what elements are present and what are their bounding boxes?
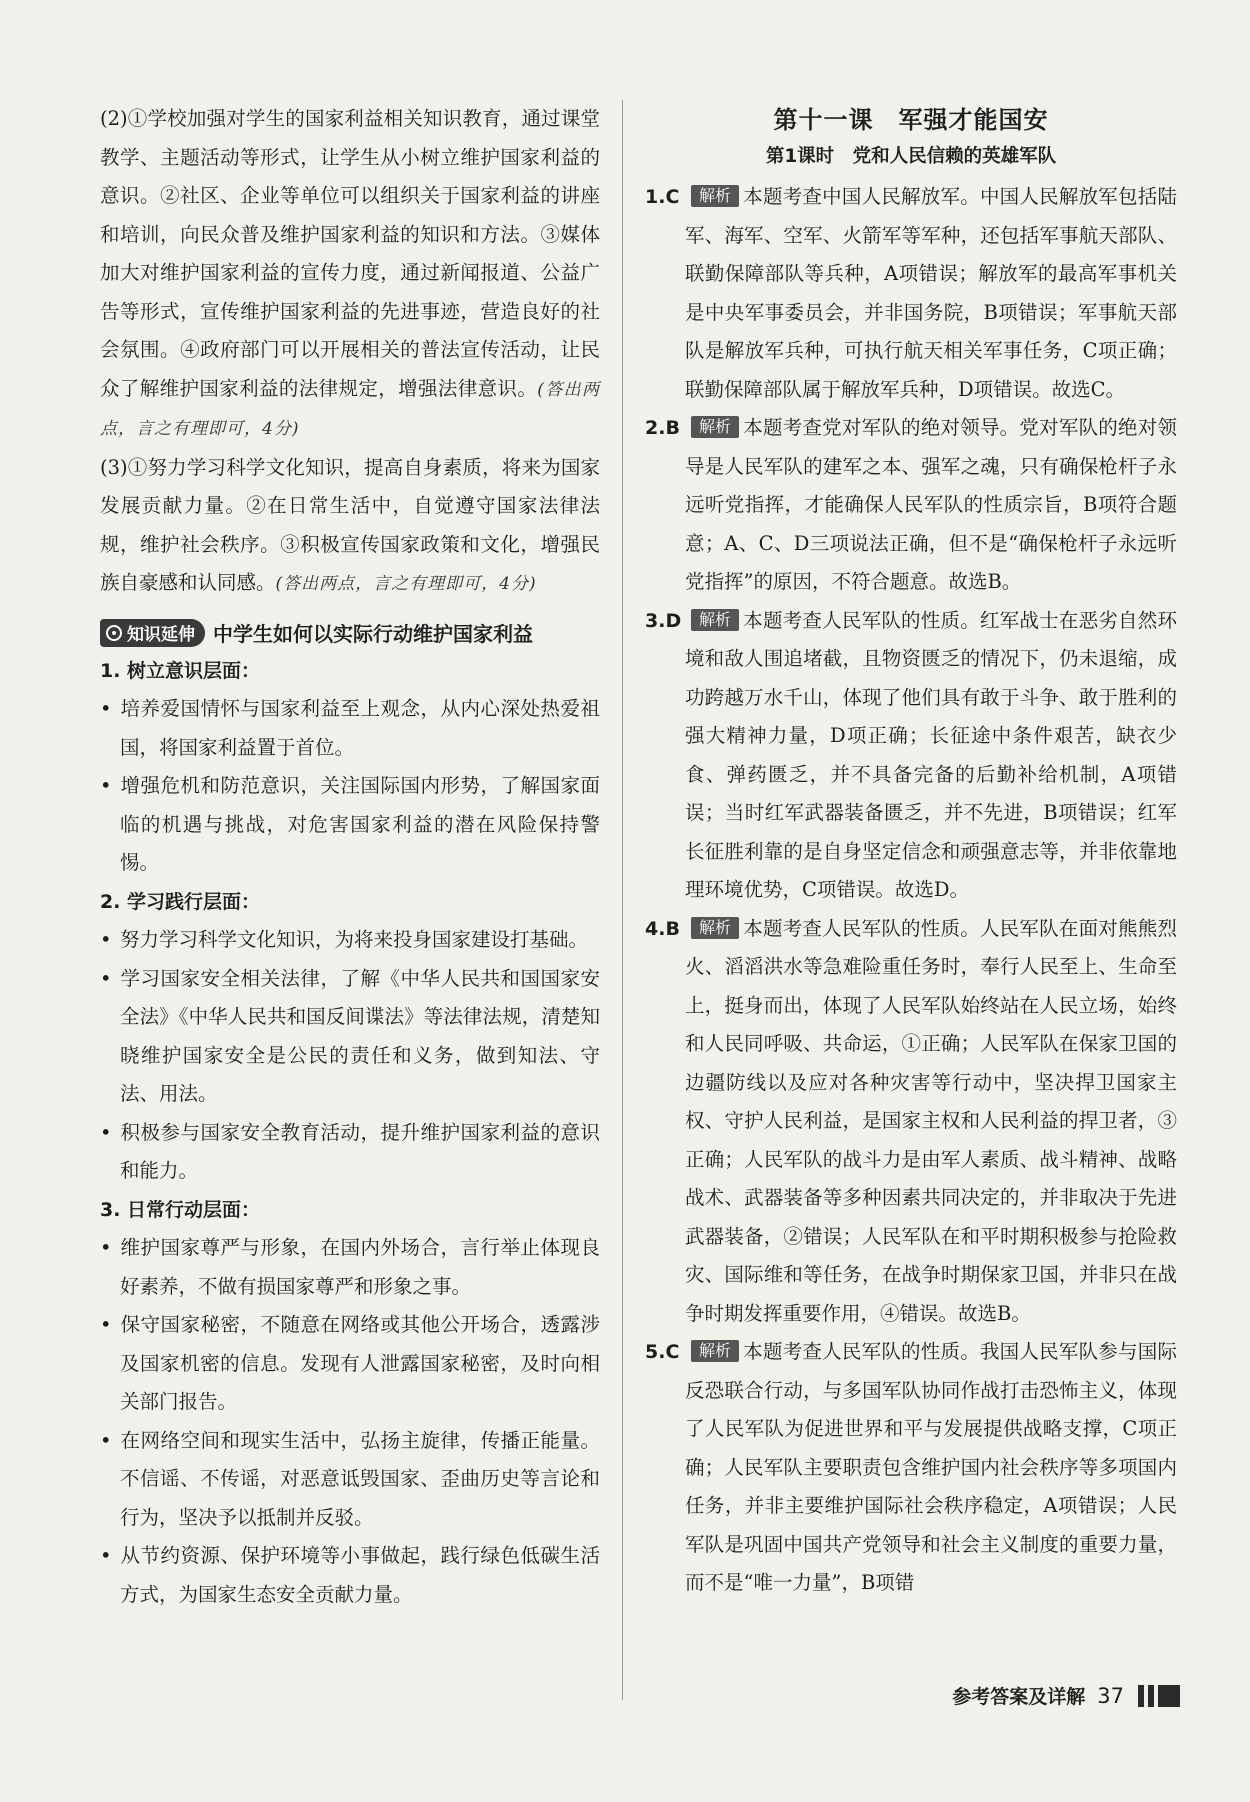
- scoring-note: (答出两点，言之有理即可，4分): [100, 379, 600, 439]
- bullet-text: 积极参与国家安全教育活动，提升维护国家利益的意识和能力。: [120, 1120, 600, 1182]
- analysis-tag: 解析: [691, 185, 739, 207]
- answer-text: 本题考查人民军队的性质。人民军队在面对熊熊烈火、滔滔洪水等急难险重任务时，奉行人民至上、生命至上，挺身而出，体现了人民军队始终站在人民立场，始终和人民同呼吸、共命运，①正确；人民军队在保家卫国的边疆防线以及应对各种灾害等行动中，坚决捍卫国家主权、守护人民利益，是国家主权和人民利益的捍卫者，③正确；人民军队的战斗力是由军人素质、战斗精神、战略战术、武器装备等多种因素共同决定的，并非取决于先进武器装备，②错误；人民军队在和平时期积极参与抢险救灾、国际维和等任务，在战争时期保家卫国，并非只在战争时期发挥重要作用，④错误。故选B。: [685, 916, 1177, 1325]
- extension-section-3: [100, 1191, 600, 1615]
- footer-label: 参考答案及详解: [952, 1686, 1086, 1708]
- section-heading: 2. 学习践行层面：: [100, 890, 261, 913]
- bullet-item: [100, 767, 600, 883]
- bullet-item: [100, 1537, 600, 1614]
- section-heading: 1. 树立意识层面：: [100, 659, 261, 682]
- answer-part-2-text: (2)①学校加强对学生的国家利益相关知识教育，通过课堂教学、主题活动等形式，让学生从小树立维护国家利益的意识。②社区、企业等单位可以组织关于国家利益的讲座和培训，向民众普及维护国家利益的知识和方法。③媒体加大对维护国家利益的宣传力度，通过新闻报道、公益广告等形式，宣传维护国家利益的先进事迹，营造良好的社会氛围。④政府部门可以开展相关的普法宣传活动，让民众了解维护国家利益的法律规定，增强法律意识。: [100, 107, 600, 400]
- bullet-item: [100, 921, 600, 960]
- bullet-dot: •: [100, 1236, 112, 1259]
- analysis-tag: 解析: [691, 917, 739, 939]
- answer-part-2: [100, 100, 600, 449]
- footer-bars-icon: [1138, 1685, 1180, 1707]
- answer-choice: D: [665, 609, 682, 632]
- answer-text: 本题考查人民军队的性质。我国人民军队参与国际反恐联合行动，与多国军队协同作战打击恐怖主义，体现了人民军队为促进世界和平与发展提供战略支撑，C项正确；人民军队主要职责包含维护国内社会秩序等多项国内任务，并非主要维护国际社会秩序稳定，A项错误；人民军队是巩固中国共产党领导和社会主义制度的重要力量，而不是“唯一力量”，B项错: [685, 1340, 1177, 1594]
- answer-number: 3.D: [645, 609, 682, 632]
- bullet-item: [100, 1422, 600, 1538]
- bullet-item: [100, 690, 600, 767]
- answer-choice: B: [665, 917, 680, 940]
- bullet-dot: •: [100, 928, 112, 951]
- answer-text: 本题考查中国人民解放军。中国人民解放军包括陆军、海军、空军、火箭军等军种，还包括军事航天部队、联勤保障部队等兵种，A项错误；解放军的最高军事机关是中央军事委员会，并非国务院，B项错误；军事航天部队是解放军兵种，可执行航天相关军事任务，C项正确；联勤保障部队属于解放军兵种，D项错误。故选C。: [685, 185, 1177, 401]
- answer-item-4: [645, 910, 1177, 1334]
- bullet-dot: •: [100, 1313, 112, 1336]
- bullet-text: 学习国家安全相关法律，了解《中华人民共和国国家安全法》《中华人民共和国反间谍法》等法律法规，清楚知晓维护国家安全是公民的责任和义务，做到知法、守法、用法。: [120, 966, 600, 1105]
- bullet-text: 在网络空间和现实生活中，弘扬主旋律，传播正能量。不信谣、不传谣，对恶意诋毁国家、歪曲历史等言论和行为，坚决予以抵制并反驳。: [120, 1428, 600, 1529]
- bullet-dot: •: [100, 697, 112, 720]
- answer-item-3: [645, 602, 1177, 910]
- answer-number: 5.C: [645, 1341, 680, 1363]
- answer-part-3: [100, 449, 600, 604]
- answer-text: 本题考查党对军队的绝对领导。党对军队的绝对领导是人民军队的建军之本、强军之魂，只有确保枪杆子永远听党指挥，才能确保人民军队的性质宗旨，B项符合题意；A、C、D三项说法正确，但不是“确保枪杆子永远听党指挥”的原因，不符合题意。故选B。: [685, 416, 1177, 593]
- answer-number: 1.C: [645, 186, 680, 208]
- bullet-dot: •: [100, 1544, 112, 1567]
- bullet-item: [100, 1229, 600, 1306]
- lesson-subtitle: 第1课时 党和人民信赖的英雄军队: [765, 146, 1057, 167]
- analysis-tag: 解析: [691, 416, 739, 438]
- answer-number: 2.B: [645, 417, 680, 439]
- bullet-dot: •: [100, 1120, 112, 1144]
- extension-section-2: [100, 883, 600, 1191]
- knowledge-extension-badge: [100, 619, 205, 647]
- lightbulb-icon: [106, 625, 122, 641]
- right-column: [645, 100, 1177, 1603]
- column-divider: [622, 100, 623, 1700]
- bullet-dot: •: [100, 774, 112, 797]
- bullet-text: 从节约资源、保护环境等小事做起，践行绿色低碳生活方式，为国家生态安全贡献力量。: [120, 1544, 600, 1606]
- bullet-text: 维护国家尊严与形象，在国内外场合，言行举止体现良好素养，不做有损国家尊严和形象之事。: [120, 1236, 600, 1298]
- answer-number: 4.B: [645, 917, 680, 940]
- answer-part-3-text: (3)①努力学习科学文化知识，提高自身素质，将来为国家发展贡献力量。②在日常生活中，自觉遵守国家法律法规，维护社会秩序。③积极宣传国家政策和文化，增强民族自豪感和认同感。: [100, 455, 600, 594]
- bullet-text: 努力学习科学文化知识，为将来投身国家建设打基础。: [120, 928, 589, 951]
- left-column: [100, 100, 600, 1614]
- answer-item-2: [645, 409, 1177, 602]
- bullet-item: [100, 1306, 600, 1422]
- extension-section-1: [100, 652, 600, 883]
- lesson-title: 第十一课 军强才能国安: [773, 106, 1049, 134]
- page-footer: [952, 1682, 1180, 1709]
- knowledge-extension-title: 中学生如何以实际行动维护国家利益: [213, 622, 533, 646]
- bullet-item: [100, 960, 600, 1114]
- bullet-text: 保守国家秘密，不随意在网络或其他公开场合，透露涉及国家机密的信息。发现有人泄露国家秘密，及时向相关部门报告。: [120, 1313, 600, 1413]
- scoring-note: (答出两点，言之有理即可，4分): [275, 574, 537, 594]
- page-number: 37: [1097, 1683, 1124, 1708]
- answer-item-1: [645, 178, 1177, 409]
- section-heading: 3. 日常行动层面：: [100, 1198, 261, 1221]
- answer-item-5: [645, 1333, 1177, 1603]
- bullet-text: 增强危机和防范意识，关注国际国内形势，了解国家面临的机遇与挑战，对危害国家利益的潜在风险保持警惕。: [120, 774, 600, 874]
- answer-choice: C: [665, 186, 680, 208]
- analysis-tag: 解析: [691, 609, 739, 631]
- bullet-dot: •: [100, 966, 112, 990]
- knowledge-extension-header: [100, 614, 600, 652]
- analysis-tag: 解析: [691, 1340, 739, 1362]
- bullet-item: [100, 1114, 600, 1191]
- answer-text: 本题考查人民军队的性质。红军战士在恶劣自然环境和敌人围追堵截，且物资匮乏的情况下，仍未退缩，成功跨越万水千山，体现了他们具有敢于斗争、敢于胜利的强大精神力量，D项正确；长征途中条件艰苦，缺衣少食、弹药匮乏，并不具备完备的后勤补给机制，A项错误；当时红军武器装备匮乏，并不先进，B项错误；红军长征胜利靠的是自身坚定信念和顽强意志等，并非依靠地理环境优势，C项错误。故选D。: [685, 608, 1177, 901]
- badge-label: 知识延伸: [127, 625, 195, 645]
- answer-choice: C: [665, 1341, 680, 1363]
- answer-choice: B: [665, 417, 680, 439]
- bullet-dot: •: [100, 1428, 112, 1452]
- bullet-text: 培养爱国情怀与国家利益至上观念，从内心深处热爱祖国，将国家利益置于首位。: [120, 697, 600, 759]
